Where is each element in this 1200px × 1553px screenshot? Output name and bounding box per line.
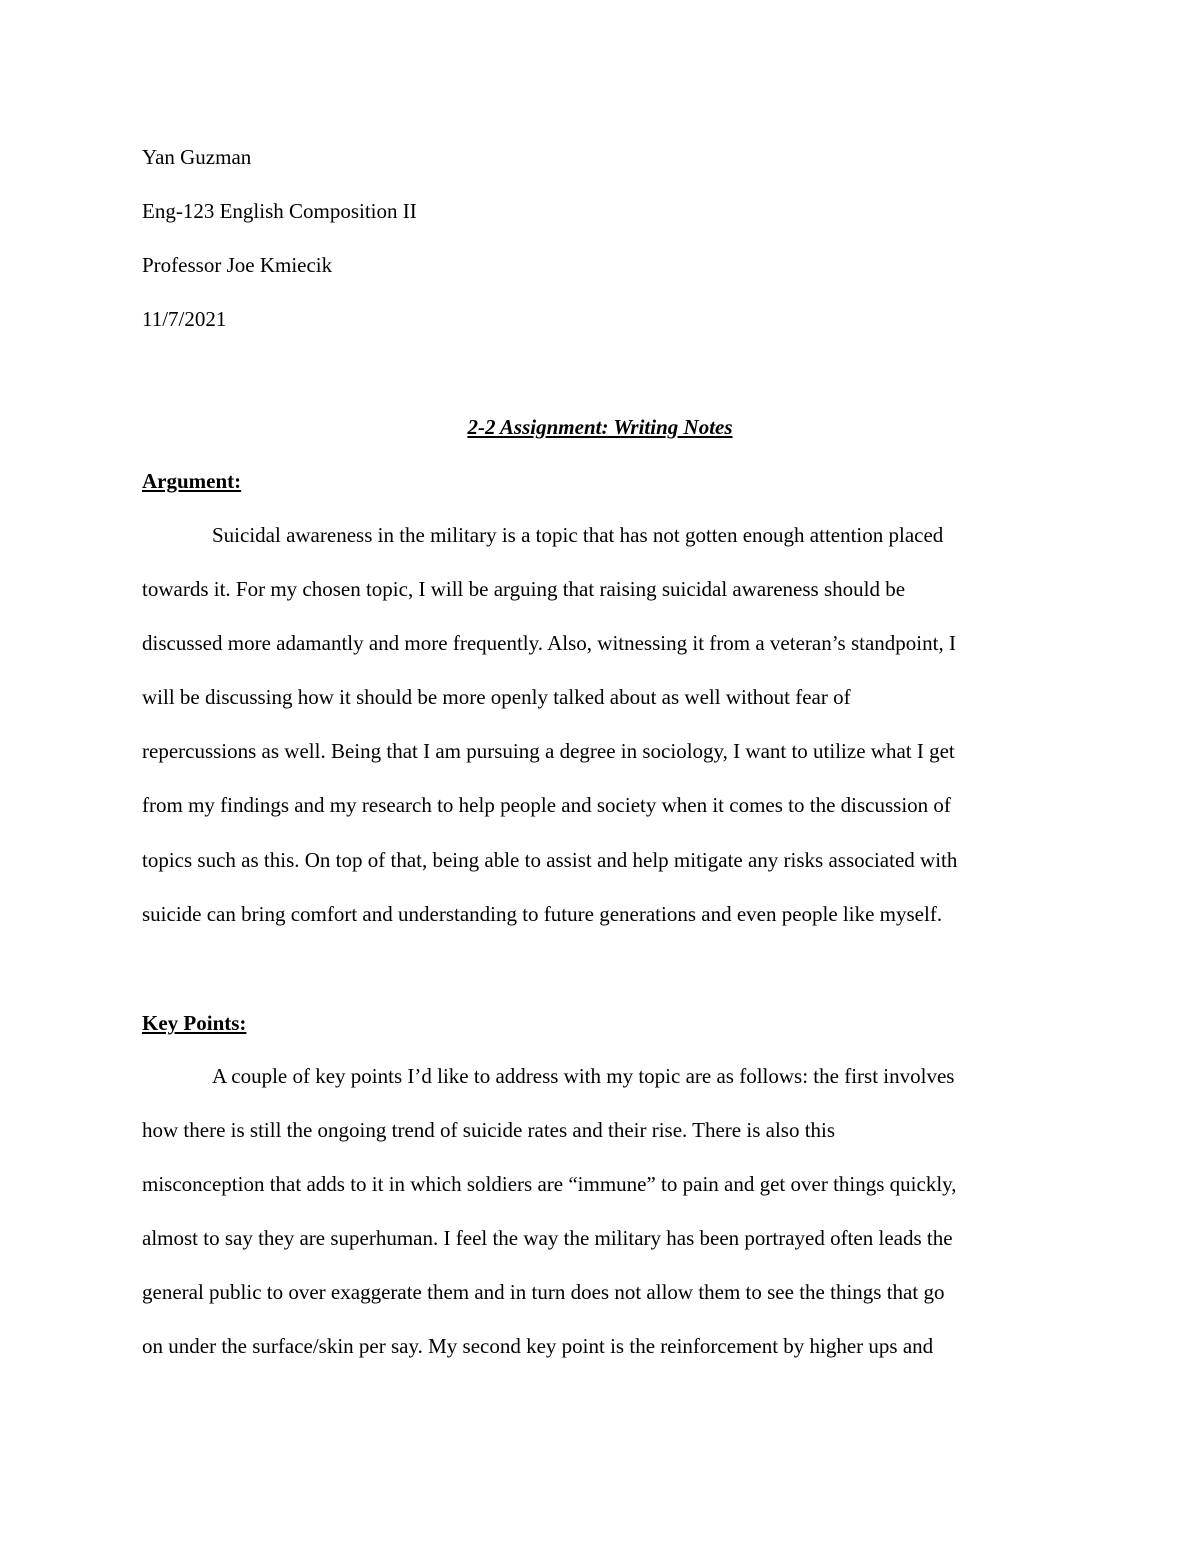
key-points-line: A couple of key points I’d like to address with my topic are as follows: the first involves [212,1064,955,1088]
key-points-line: how there is still the ongoing trend of suicide rates and their rise. There is also this [142,1118,836,1143]
argument-heading: Argument: [142,469,242,493]
header-block [142,140,1042,356]
argument-line: towards it. For my chosen topic, I will be arguing that raising suicidal awareness should be [142,577,906,602]
key-points-paragraph [142,1059,1062,1384]
document-title: 2-2 Assignment: Writing Notes [467,415,733,439]
course-name: Eng-123 English Composition II [142,199,417,223]
key-points-heading: Key Points: [142,1011,247,1035]
key-points-line: almost to say they are superhuman. I feel the way the military has been portrayed often leads the [142,1226,953,1251]
argument-line: from my findings and my research to help people and society when it comes to the discussion of [142,793,951,818]
date: 11/7/2021 [142,307,227,331]
argument-line: Suicidal awareness in the military is a topic that has not gotten enough attention placed [212,523,944,547]
argument-paragraph [142,518,1062,951]
key-points-line: misconception that adds to it in which soldiers are “immune” to pain and get over things quickly, [142,1172,957,1197]
argument-line: discussed more adamantly and more frequently. Also, witnessing it from a veteran’s standpoint, I [142,631,956,656]
argument-line: repercussions as well. Being that I am pursuing a degree in sociology, I want to utilize what I get [142,739,955,764]
professor-name: Professor Joe Kmiecik [142,253,333,277]
key-points-line: on under the surface/skin per say. My second key point is the reinforcement by higher ups and [142,1334,934,1359]
argument-line: topics such as this. On top of that, being able to assist and help mitigate any risks associated with [142,847,958,872]
argument-line: suicide can bring comfort and understanding to future generations and even people like myself. [142,901,943,926]
argument-line: will be discussing how it should be more openly talked about as well without fear of [142,685,851,710]
key-points-line: general public to over exaggerate them and in turn does not allow them to see the things that go [142,1280,945,1305]
student-name: Yan Guzman [142,145,252,169]
